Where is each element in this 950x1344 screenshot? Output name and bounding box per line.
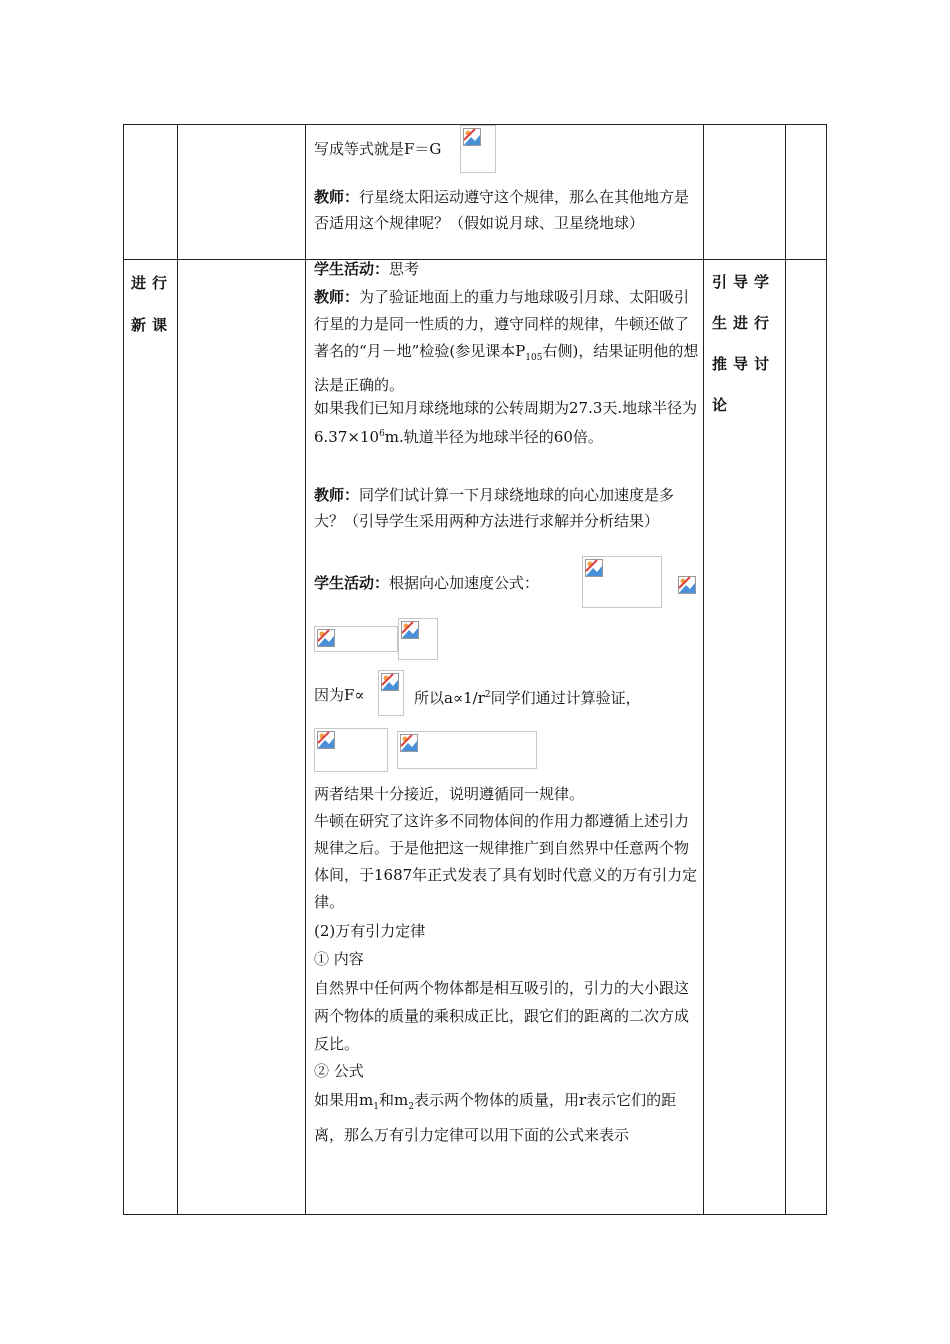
table-border-left: [123, 124, 124, 1215]
student-activity-1: 学生活动：思考: [314, 260, 420, 278]
table-col-divider-3: [703, 124, 704, 1215]
equation-line: 写成等式就是F＝G: [314, 140, 442, 158]
table-col-divider-1: [177, 124, 178, 1215]
broken-image-icon: [463, 128, 481, 146]
broken-image-icon: [317, 629, 335, 647]
formula-heading: ② 公式: [314, 1062, 364, 1080]
broken-image-icon: [678, 576, 696, 594]
table-border-right: [826, 124, 827, 1215]
proportion-line-a: 因为F∝: [314, 686, 365, 704]
formula-image-placeholder: [460, 125, 496, 173]
teacher-question-1: 教师：行星绕太阳运动遵守这个规律，那么在其他地方是否适用这个规律呢？（假如说月球、卫星绕地球）: [314, 188, 690, 232]
formula-image-placeholder: [676, 574, 698, 594]
student-activity-2: 学生活动：根据向心加速度公式：: [314, 574, 540, 592]
newton-paragraph: 牛顿在研究了这许多不同物体间的作用力都遵循上述引力规律之后。于是他把这一规律推广到自然界中任意两个物体间，于1687年正式发表了具有划时代意义的万有引力定律。: [314, 812, 698, 911]
teacher-explanation: 教师：为了验证地面上的重力与地球吸引月球、太阳吸引行星的力是同一性质的力，遵守同样的规律，牛顿还做了著名的“月－地”检验(参见课本$P_{105}$右侧)，结果证明他的想法是正确的。: [314, 288, 699, 394]
table-col-divider-4: [785, 124, 786, 1215]
table-border-bottom: [123, 1214, 827, 1215]
broken-image-icon: [381, 673, 399, 691]
law-heading: (2)万有引力定律: [314, 922, 426, 940]
known-data-paragraph: 如果我们已知月球绕地球的公转周期为27.3天.地球半径为$6.37\times 10^6m$.轨道半径为地球半径的60倍。: [314, 399, 698, 446]
teaching-intent-note: 引导学 生进行 推导讨 论: [712, 273, 776, 414]
broken-image-icon: [585, 559, 603, 577]
formula-paragraph: 如果用$m_1$和$m_2$表示两个物体的质量，用r表示它们的距离，那么万有引力定律可以用下面的公式来表示: [314, 1091, 677, 1144]
broken-image-icon: [317, 731, 335, 749]
section-label-new-lesson: 进行 新课: [131, 274, 174, 334]
conclusion-line: 两者结果十分接近，说明遵循同一规律。: [314, 785, 585, 803]
proportion-line-b: 所以$a\propto 1/r^2$同学们通过计算验证，: [414, 689, 641, 707]
formula-image-placeholder: [378, 670, 404, 716]
formula-image-placeholder: [398, 618, 438, 660]
broken-image-icon: [401, 621, 419, 639]
content-paragraph: 自然界中任何两个物体都是相互吸引的，引力的大小跟这两个物体的质量的乘积成正比，跟它们的距离的二次方成反比。: [314, 979, 690, 1053]
table-col-divider-2: [305, 124, 306, 1215]
formula-image-placeholder: [582, 556, 662, 608]
broken-image-icon: [400, 734, 418, 752]
teacher-question-2: 教师：同学们试计算一下月球绕地球的向心加速度是多大？（引导学生采用两种方法进行求解并分析结果）: [314, 486, 675, 530]
formula-image-placeholder: [314, 626, 398, 652]
content-heading: ① 内容: [314, 950, 364, 968]
formula-image-placeholder: [314, 728, 388, 772]
formula-image-placeholder: [397, 731, 537, 769]
